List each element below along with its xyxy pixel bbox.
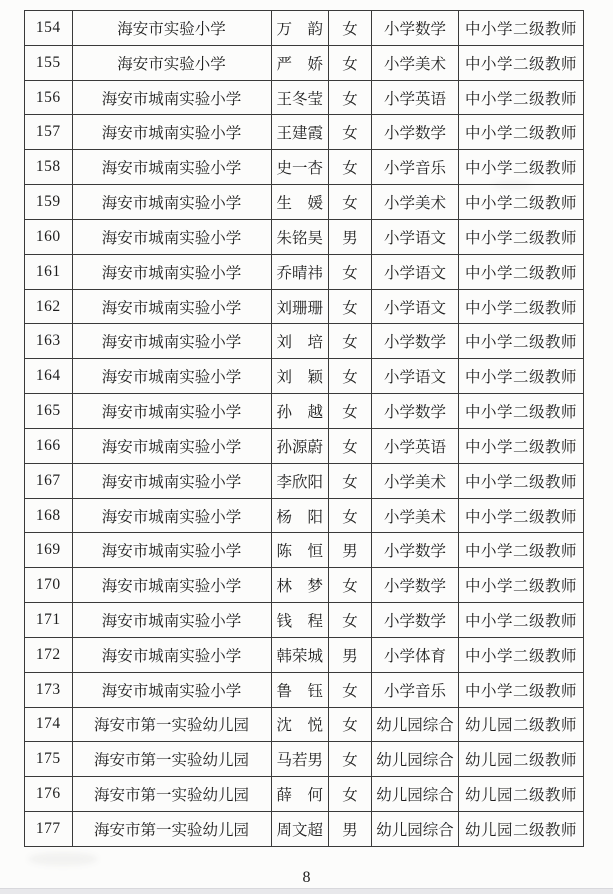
school-name-cell: 海安市第一实验幼儿园: [72, 742, 271, 777]
teacher-name-cell: 史一杏: [271, 150, 329, 185]
school-name-cell: 海安市城南实验小学: [72, 533, 271, 568]
subject-cell: 小学数学: [372, 394, 459, 429]
job-title-cell: 中小学二级教师: [459, 568, 584, 603]
subject-cell: 小学美术: [372, 45, 459, 80]
job-title-cell: 幼儿园二级教师: [459, 707, 584, 742]
table-row: [25, 289, 584, 324]
row-number-cell: 171: [25, 603, 73, 638]
row-number-cell: 169: [25, 533, 73, 568]
subject-cell: 小学数学: [372, 533, 459, 568]
job-title-cell: 中小学二级教师: [459, 394, 584, 429]
school-name-cell: 海安市城南实验小学: [72, 463, 271, 498]
table-row: [25, 11, 584, 46]
table-row: [25, 568, 584, 603]
job-title-cell: 中小学二级教师: [459, 254, 584, 289]
table-row: [25, 115, 584, 150]
teacher-name-cell: 鲁 钰: [271, 672, 329, 707]
subject-cell: 小学美术: [372, 498, 459, 533]
gender-cell: 女: [329, 498, 372, 533]
row-number-cell: 164: [25, 359, 73, 394]
school-name-cell: 海安市城南实验小学: [72, 150, 271, 185]
row-number-cell: 154: [25, 11, 73, 46]
job-title-cell: 中小学二级教师: [459, 115, 584, 150]
job-title-cell: 中小学二级教师: [459, 289, 584, 324]
table-row: [25, 80, 584, 115]
subject-cell: 小学英语: [372, 428, 459, 463]
teacher-name-cell: 万 韵: [271, 11, 329, 46]
gender-cell: 女: [329, 672, 372, 707]
table-row: [25, 219, 584, 254]
gender-cell: 男: [329, 219, 372, 254]
teacher-name-cell: 杨 阳: [271, 498, 329, 533]
subject-cell: 幼儿园综合: [372, 742, 459, 777]
job-title-cell: 幼儿园二级教师: [459, 812, 584, 847]
row-number-cell: 161: [25, 254, 73, 289]
gender-cell: 女: [329, 359, 372, 394]
table-row: [25, 603, 584, 638]
row-number-cell: 168: [25, 498, 73, 533]
job-title-cell: 中小学二级教师: [459, 463, 584, 498]
job-title-cell: 中小学二级教师: [459, 603, 584, 638]
scan-smudge: [28, 852, 98, 866]
table-row: [25, 324, 584, 359]
teacher-name-cell: 王冬莹: [271, 80, 329, 115]
teacher-name-cell: 周文超: [271, 812, 329, 847]
table-row: [25, 707, 584, 742]
subject-cell: 小学美术: [372, 185, 459, 220]
row-number-cell: 155: [25, 45, 73, 80]
job-title-cell: 中小学二级教师: [459, 45, 584, 80]
row-number-cell: 176: [25, 777, 73, 812]
table-body: [25, 11, 584, 847]
subject-cell: 小学美术: [372, 463, 459, 498]
row-number-cell: 156: [25, 80, 73, 115]
teacher-name-cell: 马若男: [271, 742, 329, 777]
table-row: [25, 185, 584, 220]
row-number-cell: 158: [25, 150, 73, 185]
subject-cell: 小学数学: [372, 11, 459, 46]
school-name-cell: 海安市城南实验小学: [72, 185, 271, 220]
gender-cell: 女: [329, 185, 372, 220]
row-number-cell: 165: [25, 394, 73, 429]
gender-cell: 男: [329, 812, 372, 847]
table-row: [25, 812, 584, 847]
school-name-cell: 海安市实验小学: [72, 45, 271, 80]
table-row: [25, 777, 584, 812]
teacher-name-cell: 沈 悦: [271, 707, 329, 742]
teacher-name-cell: 陈 恒: [271, 533, 329, 568]
teacher-name-cell: 朱铭昊: [271, 219, 329, 254]
row-number-cell: 159: [25, 185, 73, 220]
school-name-cell: 海安市城南实验小学: [72, 115, 271, 150]
gender-cell: 男: [329, 637, 372, 672]
job-title-cell: 中小学二级教师: [459, 498, 584, 533]
school-name-cell: 海安市城南实验小学: [72, 359, 271, 394]
school-name-cell: 海安市实验小学: [72, 11, 271, 46]
subject-cell: 小学数学: [372, 603, 459, 638]
page-number: 8: [302, 869, 311, 886]
row-number-cell: 157: [25, 115, 73, 150]
school-name-cell: 海安市城南实验小学: [72, 568, 271, 603]
teacher-name-cell: 李欣阳: [271, 463, 329, 498]
table-row: [25, 672, 584, 707]
gender-cell: 女: [329, 115, 372, 150]
teacher-roster-table: [24, 10, 584, 847]
gender-cell: 女: [329, 568, 372, 603]
gender-cell: 女: [329, 289, 372, 324]
teacher-name-cell: 严 娇: [271, 45, 329, 80]
teacher-name-cell: 生 媛: [271, 185, 329, 220]
job-title-cell: 幼儿园二级教师: [459, 777, 584, 812]
teacher-name-cell: 林 梦: [271, 568, 329, 603]
scan-edge-strip: [0, 888, 613, 894]
row-number-cell: 162: [25, 289, 73, 324]
subject-cell: 小学音乐: [372, 672, 459, 707]
subject-cell: 幼儿园综合: [372, 812, 459, 847]
teacher-name-cell: 薛 何: [271, 777, 329, 812]
gender-cell: 女: [329, 11, 372, 46]
subject-cell: 小学数学: [372, 324, 459, 359]
table-row: [25, 637, 584, 672]
job-title-cell: 中小学二级教师: [459, 637, 584, 672]
teacher-name-cell: 刘珊珊: [271, 289, 329, 324]
teacher-name-cell: 韩荣城: [271, 637, 329, 672]
gender-cell: 女: [329, 324, 372, 359]
table-row: [25, 533, 584, 568]
school-name-cell: 海安市城南实验小学: [72, 289, 271, 324]
table-row: [25, 498, 584, 533]
table-row: [25, 742, 584, 777]
teacher-name-cell: 王建霞: [271, 115, 329, 150]
school-name-cell: 海安市第一实验幼儿园: [72, 777, 271, 812]
subject-cell: 小学语文: [372, 254, 459, 289]
school-name-cell: 海安市城南实验小学: [72, 394, 271, 429]
subject-cell: 小学体育: [372, 637, 459, 672]
gender-cell: 女: [329, 254, 372, 289]
gender-cell: 女: [329, 80, 372, 115]
row-number-cell: 170: [25, 568, 73, 603]
row-number-cell: 167: [25, 463, 73, 498]
gender-cell: 女: [329, 603, 372, 638]
row-number-cell: 160: [25, 219, 73, 254]
teacher-name-cell: 刘 培: [271, 324, 329, 359]
job-title-cell: 中小学二级教师: [459, 11, 584, 46]
row-number-cell: 163: [25, 324, 73, 359]
teacher-name-cell: 孙源蔚: [271, 428, 329, 463]
teacher-name-cell: 钱 程: [271, 603, 329, 638]
teacher-name-cell: 乔晴祎: [271, 254, 329, 289]
table-row: [25, 428, 584, 463]
row-number-cell: 175: [25, 742, 73, 777]
subject-cell: 幼儿园综合: [372, 777, 459, 812]
job-title-cell: 中小学二级教师: [459, 324, 584, 359]
school-name-cell: 海安市城南实验小学: [72, 219, 271, 254]
gender-cell: 女: [329, 394, 372, 429]
job-title-cell: 中小学二级教师: [459, 219, 584, 254]
row-number-cell: 166: [25, 428, 73, 463]
job-title-cell: 幼儿园二级教师: [459, 742, 584, 777]
table-row: [25, 254, 584, 289]
job-title-cell: 中小学二级教师: [459, 150, 584, 185]
table-row: [25, 463, 584, 498]
job-title-cell: 中小学二级教师: [459, 185, 584, 220]
school-name-cell: 海安市城南实验小学: [72, 428, 271, 463]
school-name-cell: 海安市城南实验小学: [72, 672, 271, 707]
school-name-cell: 海安市第一实验幼儿园: [72, 707, 271, 742]
job-title-cell: 中小学二级教师: [459, 672, 584, 707]
table-row: [25, 150, 584, 185]
subject-cell: 小学数学: [372, 568, 459, 603]
school-name-cell: 海安市城南实验小学: [72, 603, 271, 638]
gender-cell: 女: [329, 463, 372, 498]
teacher-name-cell: 孙 越: [271, 394, 329, 429]
gender-cell: 女: [329, 428, 372, 463]
job-title-cell: 中小学二级教师: [459, 533, 584, 568]
table-row: [25, 394, 584, 429]
subject-cell: 小学语文: [372, 359, 459, 394]
school-name-cell: 海安市城南实验小学: [72, 637, 271, 672]
job-title-cell: 中小学二级教师: [459, 359, 584, 394]
subject-cell: 小学数学: [372, 115, 459, 150]
row-number-cell: 172: [25, 637, 73, 672]
school-name-cell: 海安市城南实验小学: [72, 254, 271, 289]
school-name-cell: 海安市城南实验小学: [72, 498, 271, 533]
gender-cell: 女: [329, 777, 372, 812]
subject-cell: 小学音乐: [372, 150, 459, 185]
gender-cell: 女: [329, 742, 372, 777]
job-title-cell: 中小学二级教师: [459, 428, 584, 463]
gender-cell: 女: [329, 707, 372, 742]
gender-cell: 女: [329, 150, 372, 185]
table-row: [25, 359, 584, 394]
school-name-cell: 海安市城南实验小学: [72, 80, 271, 115]
subject-cell: 小学语文: [372, 219, 459, 254]
subject-cell: 小学语文: [372, 289, 459, 324]
job-title-cell: 中小学二级教师: [459, 80, 584, 115]
table-row: [25, 45, 584, 80]
teacher-name-cell: 刘 颖: [271, 359, 329, 394]
subject-cell: 小学英语: [372, 80, 459, 115]
school-name-cell: 海安市第一实验幼儿园: [72, 812, 271, 847]
gender-cell: 男: [329, 533, 372, 568]
school-name-cell: 海安市城南实验小学: [72, 324, 271, 359]
gender-cell: 女: [329, 45, 372, 80]
subject-cell: 幼儿园综合: [372, 707, 459, 742]
row-number-cell: 173: [25, 672, 73, 707]
row-number-cell: 177: [25, 812, 73, 847]
row-number-cell: 174: [25, 707, 73, 742]
